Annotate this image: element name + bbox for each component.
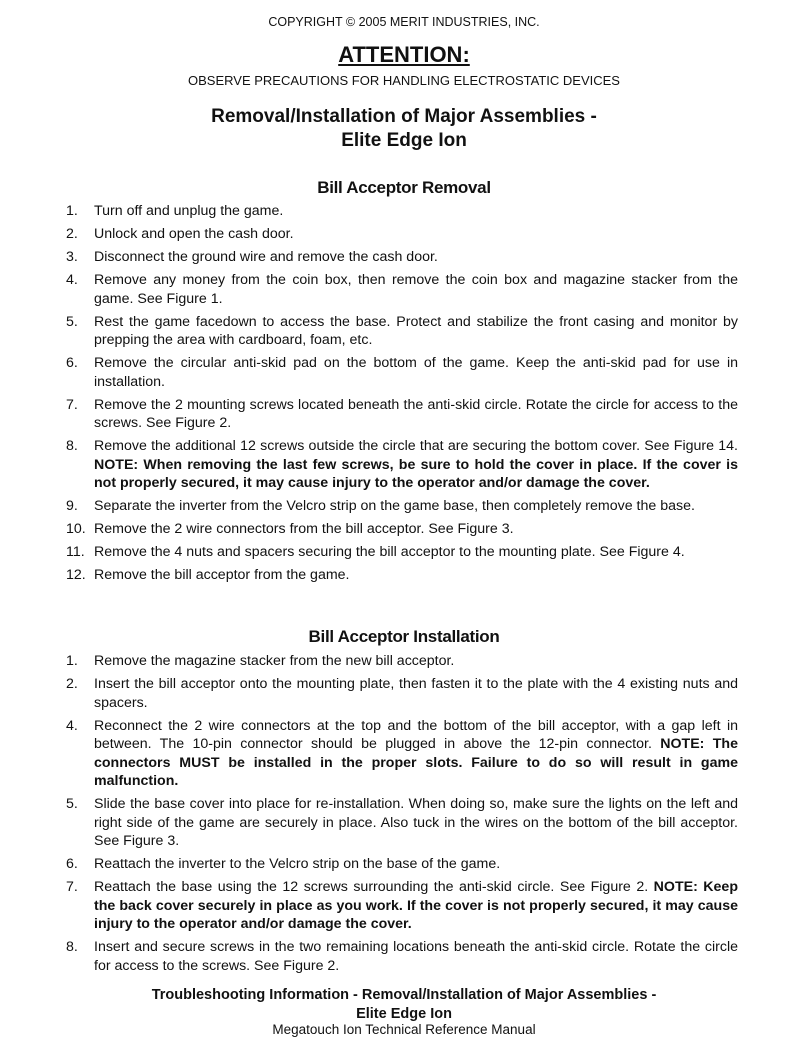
removal-heading: Bill Acceptor Removal — [317, 178, 491, 197]
step-text: Remove the magazine stacker from the new bill acceptor. — [94, 653, 455, 669]
step-item — [66, 652, 738, 671]
step-number: 7. — [66, 396, 78, 413]
step-item — [66, 795, 738, 851]
step-text: Reattach the inverter to the Velcro strip on the base of the game. — [94, 856, 501, 872]
step-text: Disconnect the ground wire and remove the cash door. — [94, 249, 438, 265]
step-item — [66, 437, 738, 493]
step-text: Remove the 4 nuts and spacers securing the bill acceptor to the mounting plate. See Figure 4. — [94, 544, 685, 560]
step-number: 2. — [66, 676, 78, 692]
page-title-line-2: Elite Edge Ion — [341, 130, 467, 151]
step-item — [66, 202, 738, 221]
footer-title — [0, 986, 808, 1024]
step-item — [66, 354, 738, 391]
step-item — [66, 543, 738, 562]
attention-heading: ATTENTION: — [338, 42, 470, 67]
step-number: 1. — [66, 653, 78, 669]
esd-warning: OBSERVE PRECAUTIONS FOR HANDLING ELECTROSTATIC DEVICES — [188, 73, 620, 88]
step-item — [66, 497, 738, 516]
step-text: Remove any money from the coin box, then remove the coin box and magazine stacker from the game. See Figure 1. — [94, 272, 738, 307]
step-number: 8. — [66, 438, 78, 454]
step-item — [66, 520, 738, 539]
page-title — [0, 105, 808, 153]
step-text: Unlock and open the cash door. — [94, 226, 294, 242]
step-text: Remove the 2 mounting screws located beneath the anti-skid circle. Rotate the circle for access to the screws. See Figure 2. — [94, 396, 738, 431]
step-text: Remove the 2 wire connectors from the bill acceptor. See Figure 3. — [94, 521, 514, 537]
step-number: 5. — [66, 313, 78, 330]
step-number: 3. — [66, 249, 78, 265]
step-number: 10. — [66, 521, 86, 537]
footer-title-line-2: Elite Edge Ion — [356, 1006, 452, 1022]
step-item — [66, 938, 738, 975]
step-item — [66, 878, 738, 934]
step-text: Separate the inverter from the Velcro strip on the game base, then completely remove the base. — [94, 498, 695, 514]
step-item — [66, 248, 738, 267]
step-number: 12. — [66, 567, 86, 583]
step-text: Remove the bill acceptor from the game. — [94, 567, 350, 583]
step-number: 7. — [66, 879, 78, 895]
step-note: NOTE: When removing the last few screws, be sure to hold the cover in place. If the cover is not properly secured, it may cause injury to the operator and/or damage the cover. — [94, 456, 738, 491]
step-number: 4. — [66, 272, 78, 288]
copyright-notice: COPYRIGHT © 2005 MERIT INDUSTRIES, INC. — [268, 15, 540, 29]
step-text: Insert and secure screws in the two remaining locations beneath the anti-skid circle. Rotate the circle for access to the screws. See Figure 2. — [94, 939, 738, 974]
step-item — [66, 855, 738, 874]
footer-manual-name: Megatouch Ion Technical Reference Manual — [272, 1022, 536, 1037]
step-text: Insert the bill acceptor onto the mounting plate, then fasten it to the plate with the 4 existing nuts and spacers. — [94, 676, 738, 711]
step-text: Remove the additional 12 screws outside the circle that are securing the bottom cover. See Figure 14. — [94, 438, 738, 454]
step-number: 1. — [66, 203, 78, 219]
page-title-line-1: Removal/Installation of Major Assemblies - — [211, 106, 597, 127]
step-number: 6. — [66, 856, 78, 872]
step-number: 4. — [66, 717, 78, 734]
step-text: Reattach the base using the 12 screws surrounding the anti-skid circle. See Figure 2. — [94, 879, 654, 895]
step-number: 2. — [66, 226, 78, 242]
installation-heading: Bill Acceptor Installation — [308, 627, 500, 646]
step-item — [66, 675, 738, 712]
step-text: Slide the base cover into place for re-installation. When doing so, make sure the lights on the left and right side of the game are securely in place. Also tuck in the wires on the bottom of the bill acceptor. See Figure 3. — [94, 796, 738, 849]
step-item — [66, 717, 738, 791]
step-item — [66, 271, 738, 308]
step-number: 5. — [66, 796, 78, 812]
step-number: 8. — [66, 939, 78, 955]
step-text: Reconnect the 2 wire connectors at the top and the bottom of the bill acceptor, with a gap left in between. The 10-pin connector should be plugged in above the 12-pin connector. — [94, 717, 738, 752]
step-item — [66, 566, 738, 585]
step-note: NOTE: The connectors MUST be installed in the proper slots. Failure to do so will result in game malfunction. — [94, 736, 738, 789]
step-number: 9. — [66, 498, 78, 514]
step-text: Remove the circular anti-skid pad on the bottom of the game. Keep the anti-skid pad for use in installation. — [94, 355, 738, 390]
step-item — [66, 313, 738, 350]
step-item — [66, 225, 738, 244]
installation-steps — [66, 652, 738, 980]
step-number: 11. — [66, 544, 85, 560]
step-note: NOTE: Keep the back cover securely in place as you work. If the cover is not properly secured, it may cause injury to the operator and/or damage the cover. — [94, 879, 738, 932]
step-number: 6. — [66, 355, 78, 371]
removal-steps — [66, 202, 738, 589]
step-text: Turn off and unplug the game. — [94, 203, 284, 219]
step-text: Rest the game facedown to access the base. Protect and stabilize the front casing and monitor by prepping the area with cardboard, foam, etc. — [94, 313, 738, 348]
step-item — [66, 396, 738, 433]
footer-title-line-1: Troubleshooting Information - Removal/Installation of Major Assemblies - — [151, 987, 657, 1003]
